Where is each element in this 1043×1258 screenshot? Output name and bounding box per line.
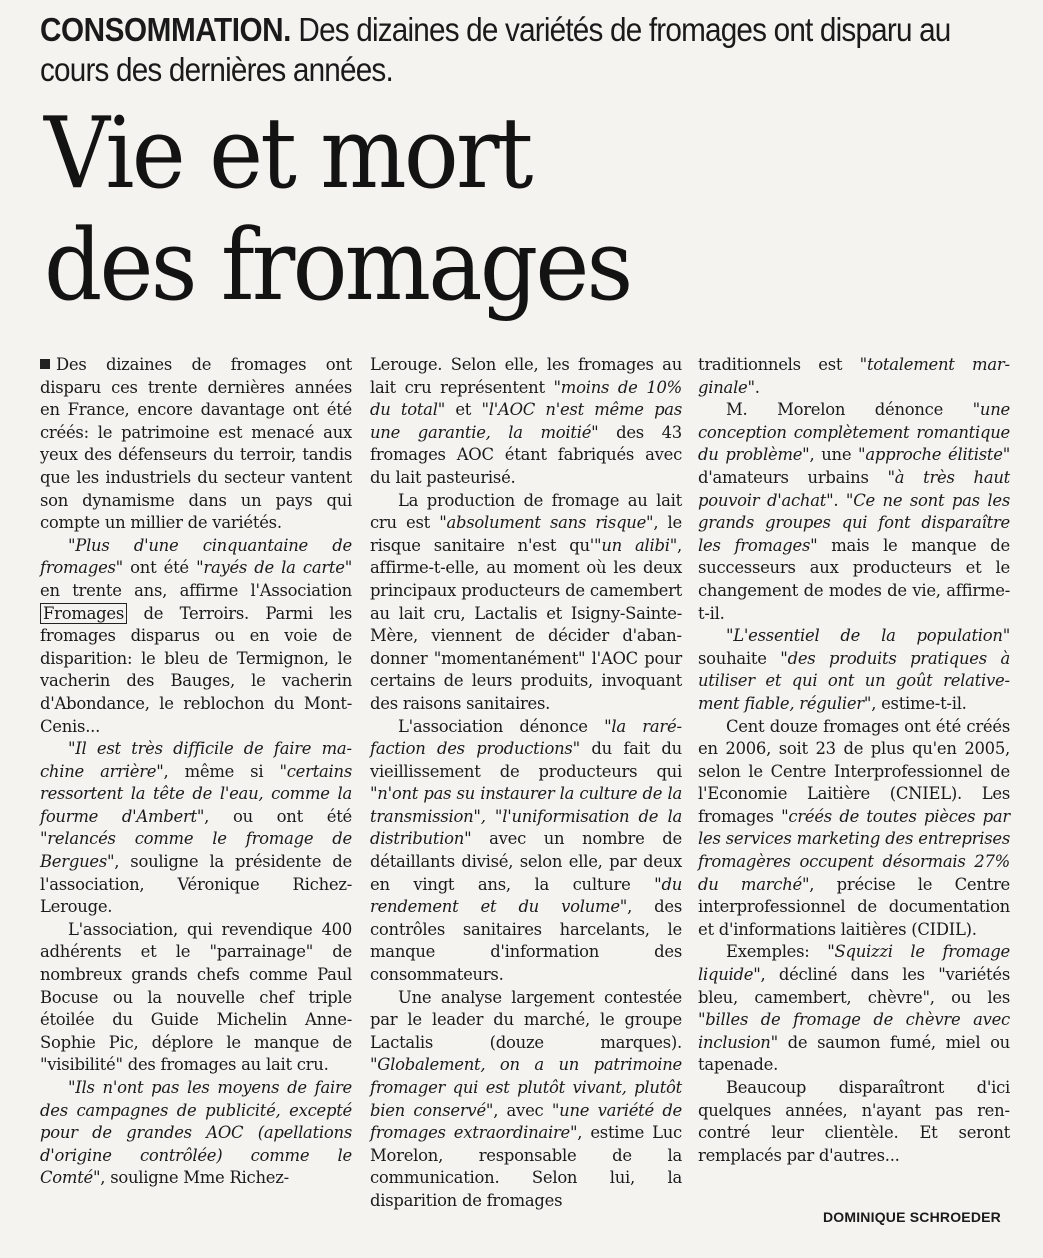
- text: , précise le Centre interprofessionnel de documentation et d'informations laitières (CIDIL).: [698, 874, 1011, 939]
- paragraph: [698, 354, 1010, 399]
- quote: "des produits pratiques à utiliser et qui ont un goût relativement fiable, régulier": [698, 648, 1010, 713]
- text: .: [754, 377, 760, 397]
- quote: "certains ressortent la tête de l'eau, comme la fourme d'Ambert": [40, 761, 353, 826]
- quote: "Ils n'ont pas les moyens de faire des campagnes de publicité, excepté pour de grandes AOC (apellations d'origine contrôlée) comme le Comté": [40, 1078, 352, 1188]
- text: d'amateurs urbains: [698, 467, 888, 487]
- text: , décliné dans les "variétés bleu, camembert, chèvre", ou les: [698, 965, 1010, 1007]
- text: avec un nombre de détaillants divisé, selon elle, par deux en vingt ans, la culture: [370, 829, 682, 894]
- quote: "Squizzi le fromage liquide": [698, 942, 1010, 985]
- column-1: [40, 354, 352, 1190]
- paragraph: [370, 987, 682, 1213]
- text: Exemples:: [726, 942, 828, 962]
- quote: "absolument sans risque": [439, 513, 654, 533]
- text: du fait du vieillissement de producteurs qui: [370, 739, 682, 781]
- paragraph: [40, 1077, 352, 1190]
- quote: "L'essentiel de la population": [726, 626, 1010, 646]
- quote: "rayés de la carte": [196, 558, 352, 578]
- text: La production de fromage au lait cru est: [370, 490, 682, 533]
- paragraph: [698, 941, 1010, 1077]
- text: Une analyse largement contestée par le leader du marché, le groupe Lactalis (douze marques).: [370, 987, 682, 1052]
- text: Des dizaines de fromages ont disparu ces trente dernières années en France, encore davantage ont été créés: le patrimoine est menacé aux yeux des défenseurs du terroir, tandis que les industriels du secteur vantent son dynamisme dans un pays qui compte un millier de variétés.: [40, 355, 352, 533]
- paragraph: [40, 535, 352, 738]
- quote: "une conception complètement romantique du problème": [698, 400, 1010, 465]
- text: , des contrôles sanitaires harcelants, le manque d'information des consommateurs.: [370, 897, 682, 985]
- column-3: [698, 354, 1010, 1167]
- quote: "billes de fromage de chèvre avec inclusion": [698, 1010, 1010, 1052]
- quote: "créés de toutes pièces par les services marketing des entreprises fromagères occupent désormais 27% du marché": [698, 806, 1011, 894]
- square-bullet-icon: [40, 359, 50, 369]
- headline-line-2: des fromages: [44, 209, 631, 323]
- text: , le risque sanitaire n'est qu': [370, 513, 682, 555]
- paragraph: [370, 490, 682, 716]
- quote: "Plus d'une cinquantaine de fromages": [40, 535, 352, 578]
- paragraph: L'association, qui revendique 400 adhérents et le "parrainage" de nombreux grands chefs comme Paul Bocuse ou la nouvelle chef triple étoilée du Guide Michelin Anne-Sophie Pic, déplore le manque de "visibilité" des fromages au lait cru.: [40, 919, 352, 1075]
- text: , une: [809, 445, 859, 465]
- quote: "un alibi": [594, 535, 678, 555]
- quote: "approche élitiste": [858, 445, 1010, 465]
- text: , même si: [163, 761, 280, 781]
- quote: "relancés comme le fromage de Bergues": [40, 829, 352, 872]
- text: en trente ans, affirme l'Association: [40, 580, 352, 600]
- quote: "Il est très difficile de faire machine arrière": [40, 739, 352, 781]
- kicker-label: CONSOMMATION.: [40, 11, 291, 48]
- text: ont été: [122, 558, 197, 578]
- paragraph: [40, 354, 352, 535]
- headline: [44, 98, 631, 322]
- text: Lerouge. Selon elle, les fromages au lait cru représentent: [370, 355, 682, 397]
- quote: "n'ont pas su instaurer la culture de la transmission", "l'uniformisation de la distribution": [370, 784, 682, 849]
- quote: "l'AOC n'est même pas une garantie, la moitié": [370, 400, 682, 442]
- text: souhaite: [698, 648, 781, 668]
- text: , souligne Mme Richez-: [100, 1168, 289, 1188]
- highlighted-word: Fromages: [40, 603, 127, 624]
- quote: "à très haut pouvoir d'achat". "Ce ne sont pas les grands groupes qui font disparaître les fromages": [698, 467, 1010, 555]
- text: et: [444, 400, 482, 420]
- paragraph: Beaucoup disparaîtront d'ici quelques années, n'ayant pas rencontré leur clientèle. Et seront remplacés par d'autres...: [698, 1078, 1010, 1165]
- text: de saumon fumé, miel ou tapenade.: [698, 1032, 1010, 1075]
- paragraph: [370, 354, 682, 490]
- text: Cent douze fromages ont été créés en 2006, soit 23 de plus qu'en 2005, selon le Centre Interprofessionnel de l'Economie Laitière (CNIEL). Les fromages: [698, 716, 1010, 826]
- text: de Terroirs. Parmi les fromages disparus ou en voie de disparition: le bleu de Termignon, le vacherin des Bauges, le vacherin d'Abondance, le reblochon du Mont-Cenis...: [40, 603, 352, 736]
- paragraph: [40, 738, 352, 919]
- quote: "moins de 10% du total": [370, 377, 682, 420]
- text: traditionnels est: [698, 355, 860, 374]
- text: , estime Luc Morelon, responsable de la communication. Selon lui, la disparition de fromages: [370, 1123, 682, 1210]
- text: , estime-t-il.: [871, 693, 967, 713]
- quote: "une variété de fromages extraordinaire": [370, 1100, 683, 1143]
- quote: "Globalement, on a un patrimoine fromager qui est plutôt vivant, plutôt bien conservé": [370, 1055, 682, 1120]
- text: L'association dénonce: [398, 716, 605, 736]
- headline-line-1: Vie et mort: [44, 97, 531, 211]
- text: , avec: [493, 1100, 552, 1120]
- byline: DOMINIQUE SCHROEDER: [822, 1209, 1001, 1225]
- kicker-text: Des dizaines de variétés de fromages ont disparu au cours des dernières années.: [40, 11, 951, 88]
- kicker: [40, 10, 994, 90]
- text: , ou ont été: [204, 806, 353, 826]
- paragraph: [698, 399, 1010, 625]
- column-2: [370, 354, 682, 1213]
- paragraph: [698, 716, 1010, 942]
- text: , souligne la présidente de l'association, Véronique Richez-Lerouge.: [40, 852, 352, 917]
- text: des 43 fromages AOC étant fabriqués avec du lait pasteurisé.: [370, 422, 682, 487]
- text: , affirme-t-elle, au moment où les deux principaux producteurs de camembert au lait cru, Lactalis et Isigny-Sainte-Mère, viennent de décider d'abandonner "momentanément" l'AOC pour certains de leurs produits, invoquant des raisons sanitaires.: [370, 535, 682, 713]
- paragraph: [698, 625, 1010, 715]
- quote: "totalement marginale": [698, 355, 1010, 397]
- article-body: [40, 354, 1010, 1234]
- paragraph: [370, 716, 682, 987]
- text: M. Morelon dénonce: [726, 400, 973, 420]
- quote: "la raréfaction des productions": [370, 716, 682, 759]
- quote: "du rendement et du volume": [370, 874, 682, 917]
- text: mais le manque de successeurs aux producteurs et le changement de modes de vie, affirme-t-il.: [698, 535, 1010, 623]
